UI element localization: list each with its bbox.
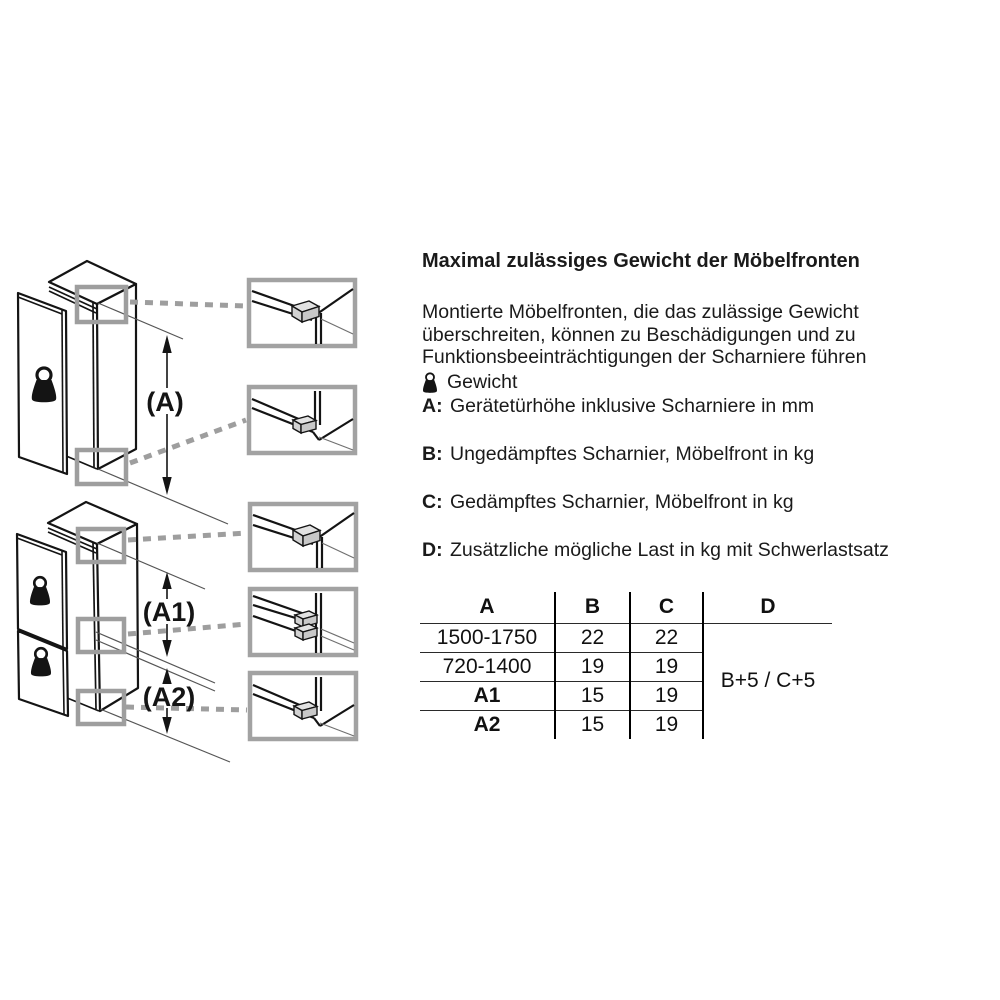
- arrow-down-icon: [162, 717, 171, 734]
- legend-item-c: [422, 491, 794, 514]
- leader-dashes: [130, 302, 246, 306]
- table-cell: 19: [630, 652, 703, 681]
- legend-text: Gerätetürhöhe inklusive Scharniere in mm: [450, 395, 815, 417]
- dimension-label-a1: (A1): [142, 597, 196, 627]
- appliance-diagram-upper: [18, 261, 246, 524]
- table-cell: 22: [630, 623, 703, 652]
- dimension-a: [146, 335, 183, 495]
- table-cell-d-span: B+5 / C+5: [720, 669, 816, 693]
- weight-label: Gewicht: [447, 371, 518, 393]
- dimension-a1: [143, 572, 196, 657]
- page-title: Maximal zulässiges Gewicht der Möbelfronten: [422, 250, 860, 272]
- arrow-down-icon: [162, 640, 171, 657]
- appliance-diagram-lower: [17, 502, 247, 762]
- table-header-row: [420, 592, 832, 623]
- table-cell: 1500-1750: [420, 623, 555, 652]
- weight-legend-row: [422, 371, 517, 394]
- leader-dashes: [128, 533, 247, 540]
- table-cell: 19: [630, 710, 703, 739]
- dimension-label-a2: (A2): [142, 682, 196, 712]
- intro-line: Funktionsbeeinträchtigungen der Scharniere führen: [422, 346, 867, 368]
- weights-table: [420, 592, 832, 739]
- legend-key: C:: [422, 491, 443, 513]
- table-cell: 19: [630, 681, 703, 710]
- legend-key: A:: [422, 395, 443, 417]
- table-cell: 15: [555, 710, 630, 739]
- col-header-c: C: [630, 592, 703, 623]
- table-cell: 720-1400: [420, 652, 555, 681]
- intro-line: Montierte Möbelfronten, die das zulässige Gewicht: [422, 301, 859, 323]
- arrow-up-icon: [162, 335, 171, 353]
- intro-paragraph: [422, 301, 866, 369]
- col-header-b: B: [555, 592, 630, 623]
- col-header-d: D: [703, 592, 832, 623]
- table-row: [420, 623, 832, 652]
- leader-dashes: [130, 420, 246, 463]
- arrow-down-icon: [162, 477, 171, 495]
- extension-line: [100, 709, 230, 762]
- legend-key: D:: [422, 539, 443, 561]
- intro-line: überschreiten, können zu Beschädigungen und zu: [422, 323, 856, 346]
- table-cell: A2: [420, 710, 555, 739]
- table-cell: 15: [555, 681, 630, 710]
- table-cell: A1: [420, 681, 555, 710]
- table-cell: 19: [555, 652, 630, 681]
- dimension-label-a: (A): [146, 387, 184, 417]
- dimension-a2: [143, 668, 196, 734]
- legend-text: Ungedämpftes Scharnier, Möbelfront in kg: [450, 443, 815, 465]
- legend-item-b: [422, 443, 814, 466]
- furniture-front-door: [18, 293, 67, 474]
- col-header-a: A: [420, 592, 555, 623]
- appliance-illustration: [0, 0, 420, 1000]
- weight-icon: [422, 372, 438, 394]
- legend-item-d: [422, 539, 889, 562]
- table-cell: 22: [555, 623, 630, 652]
- legend-item-a: [422, 395, 814, 418]
- furniture-front-door-upper: [17, 534, 67, 649]
- legend-text: Zusätzliche mögliche Last in kg mit Schwerlastsatz: [450, 539, 889, 561]
- legend-text: Gedämpftes Scharnier, Möbelfront in kg: [450, 491, 794, 513]
- legend-key: B:: [422, 443, 443, 465]
- detail-boxes: [249, 280, 356, 739]
